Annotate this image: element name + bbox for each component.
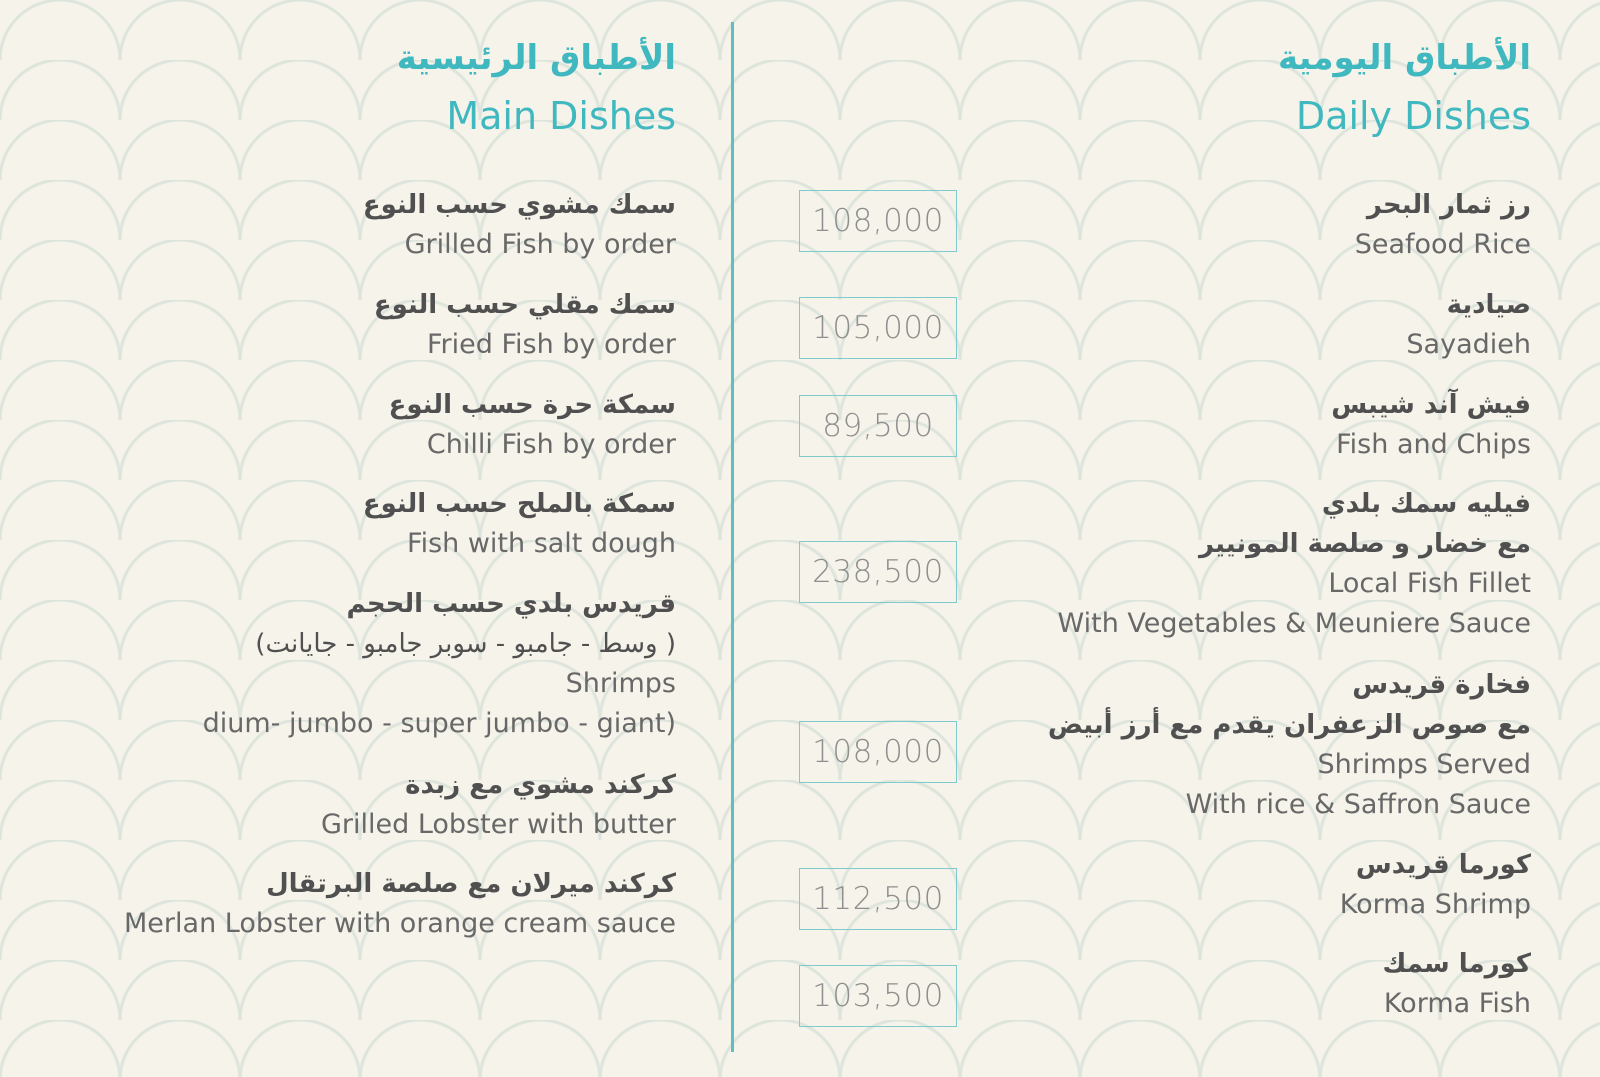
- daily-dish-item: [1058, 484, 1532, 644]
- dish-name-ar: سمكة بالملح حسب النوع: [362, 489, 676, 519]
- price-box: 108,000: [799, 721, 957, 783]
- dish-name-ar: كركند ميرلان مع صلصة البرتقال: [266, 869, 676, 899]
- dish-name-ar: كورما قريدس: [1355, 850, 1531, 880]
- price-box: 238,500: [799, 541, 957, 603]
- dish-name-en: Grilled Fish by order: [404, 229, 676, 260]
- dish-sizes-en: dium- jumbo - super jumbo - giant): [202, 708, 676, 739]
- dish-desc-en: With rice & Saffron Sauce: [1185, 789, 1531, 820]
- dish-name-en: Sayadieh: [1406, 329, 1531, 360]
- dish-name-ar: سمكة حرة حسب النوع: [388, 390, 676, 420]
- dish-name-en: Shrimps Served: [1317, 749, 1531, 780]
- dish-name-ar: صيادية: [1446, 290, 1531, 320]
- main-dish-item: [389, 385, 676, 465]
- dish-name-en: Fish and Chips: [1336, 429, 1531, 460]
- dish-name-ar: فيش آند شيبس: [1331, 390, 1531, 420]
- main-dish-item: [374, 285, 676, 365]
- daily-dish-item: [1340, 845, 1531, 925]
- dish-name-ar: كركند مشوي مع زبدة: [405, 770, 676, 800]
- dish-name-ar: سمك مشوي حسب النوع: [362, 190, 676, 220]
- dish-name-en: Korma Shrimp: [1339, 889, 1531, 920]
- dish-name-ar: قريدس بلدي حسب الحجم: [346, 589, 676, 619]
- price-box: 108,000: [799, 190, 957, 252]
- price-box: 105,000: [799, 297, 957, 359]
- main-dish-item: [363, 484, 676, 564]
- dish-name-en: Korma Fish: [1383, 988, 1531, 1019]
- dish-name-en: Fish with salt dough: [407, 528, 676, 559]
- price-box: 103,500: [799, 965, 957, 1027]
- dish-sizes-ar: (وسط - جامبو - سوبر جامبو - جايانت ): [255, 629, 676, 659]
- column-divider: [731, 22, 734, 1052]
- dish-name-ar: سمك مقلي حسب النوع: [373, 290, 676, 320]
- main-dishes-title-ar: الأطباق الرئيسية: [396, 38, 676, 78]
- dish-name-en: Seafood Rice: [1354, 229, 1531, 260]
- dish-name-en: Chilli Fish by order: [426, 429, 676, 460]
- dish-name-en: Grilled Lobster with butter: [320, 809, 676, 840]
- dish-name-ar: فخارة قريدس: [1352, 670, 1531, 700]
- daily-dishes-title-ar: الأطباق اليومية: [1277, 38, 1531, 78]
- daily-dish-item: [1331, 385, 1531, 465]
- main-dish-item: [321, 765, 676, 845]
- dish-desc-ar: مع صوص الزعفران يقدم مع أرز أبيض: [1047, 710, 1531, 740]
- price-box: 112,500: [799, 868, 957, 930]
- dish-desc-ar: مع خضار و صلصة المونيير: [1198, 529, 1531, 559]
- daily-dish-item: [1355, 185, 1531, 265]
- daily-dishes-title-en: Daily Dishes: [1295, 94, 1531, 138]
- dish-name-en: Fried Fish by order: [426, 329, 676, 360]
- daily-dish-item: [1382, 944, 1531, 1024]
- dish-name-en: Local Fish Fillet: [1328, 568, 1531, 599]
- main-dish-item: [203, 584, 676, 744]
- dish-name-en: Shrimps: [565, 668, 676, 699]
- main-dish-item: [363, 185, 676, 265]
- dish-desc-en: With Vegetables & Meuniere Sauce: [1057, 608, 1531, 639]
- dish-name-en: Merlan Lobster with orange cream sauce: [124, 908, 676, 939]
- daily-dish-item: [1048, 665, 1531, 825]
- daily-dish-item: [1406, 285, 1531, 365]
- dish-name-ar: فيليه سمك بلدي: [1321, 489, 1531, 519]
- main-dishes-title-en: Main Dishes: [446, 94, 676, 138]
- main-dish-item: [124, 864, 676, 944]
- dish-name-ar: كورما سمك: [1382, 949, 1531, 979]
- dish-name-ar: رز ثمار البحر: [1366, 190, 1531, 220]
- price-box: 89,500: [799, 395, 957, 457]
